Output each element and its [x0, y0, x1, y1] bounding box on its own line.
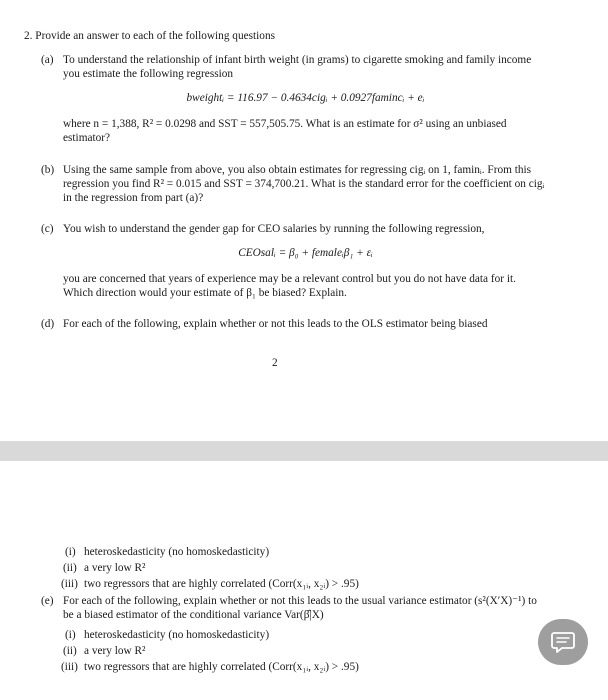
e-item-text: a very low R² [84, 645, 146, 657]
part-e-text: For each of the following, explain whether or not this leads to the usual variance estimator (s²(X′X)⁻¹) to be a biased estimator of the conditional variance Var(β̂|X) [63, 595, 537, 622]
d-item-label: (iii) [61, 578, 78, 590]
d-item-text: two regressors that are highly correlated (Corr(x₁ᵢ, x₂ᵢ) > .95) [84, 578, 359, 590]
document-page-2 [0, 461, 608, 700]
page-number: 2 [272, 357, 278, 369]
part-d-text: For each of the following, explain whether or not this leads to the OLS estimator being biased [63, 318, 488, 330]
part-c-label: (c) [41, 223, 54, 235]
part-b-label: (b) [41, 164, 55, 176]
e-item-label: (i) [65, 629, 76, 641]
chat-transcript-icon [550, 630, 576, 654]
part-d-label: (d) [41, 318, 55, 330]
e-item-label: (iii) [61, 661, 78, 673]
e-item-label: (ii) [63, 645, 77, 657]
regression-equation-c: CEOsalᵢ = β₀ + femaleᵢβ₁ + εᵢ [238, 247, 373, 259]
d-item-label: (ii) [63, 562, 77, 574]
page-separator [0, 441, 608, 461]
transcript-floating-button[interactable] [538, 619, 588, 665]
d-item-text: heteroskedasticity (no homoskedasticity) [84, 546, 270, 558]
part-c-intro: You wish to understand the gender gap for CEO salaries by running the following regression, [63, 223, 485, 235]
d-item-label: (i) [65, 546, 76, 558]
part-a-followup: where n = 1,388, R² = 0.0298 and SST = 557,505.75. What is an estimate for σ² using an unbiased estimator? [63, 118, 507, 145]
regression-equation-a: bweightᵢ = 116.97 − 0.4634cigᵢ + 0.0927famincᵢ + eᵢ [186, 92, 425, 104]
e-item-text: two regressors that are highly correlated (Corr(x₁ᵢ, x₂ᵢ) > .95) [84, 661, 359, 673]
question-2-header: 2. Provide an answer to each of the following questions [24, 30, 275, 42]
part-c-followup: you are concerned that years of experience may be a relevant control but you do not have data for it. Which direction would your estimate of β₁ be biased? Explain. [63, 273, 516, 300]
part-a-intro: To understand the relationship of infant birth weight (in grams) to cigarette smoking and family income you estimate the following regression [63, 54, 532, 81]
d-item-text: a very low R² [84, 562, 146, 574]
part-b-text: Using the same sample from above, you also obtain estimates for regressing cigᵢ on 1, faminᵢ. From this regression you find R² = 0.015 and SST = 374,700.21. What is the standard error for the coefficient on cigᵢ in the regression from part (a)? [63, 164, 545, 205]
part-a-label: (a) [41, 54, 54, 66]
part-e-label: (e) [41, 595, 54, 607]
e-item-text: heteroskedasticity (no homoskedasticity) [84, 629, 270, 641]
